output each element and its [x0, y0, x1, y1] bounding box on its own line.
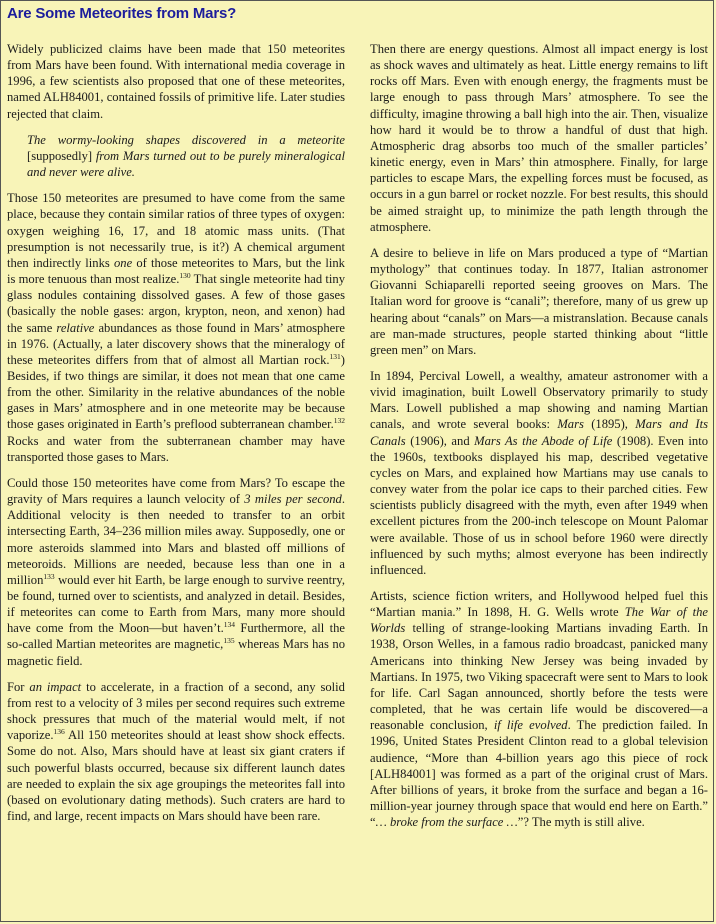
- paragraph: [370, 245, 708, 358]
- text: In 1894, Percival Lowell, a wealthy, amateur astronomer with a vivid imagination, built Lowell Observatory primarily to study Mars. Lowell published a map showing and naming Martian canals, and wrote several books:: [370, 368, 708, 432]
- block-quote: [27, 132, 345, 180]
- text: That single meteorite had tiny glass nodules containing dissolved gases. A few of those gases (basically the noble gases: argon, krypton, neon, and xenon) had the same: [7, 272, 345, 335]
- footnote-ref: 135: [223, 636, 235, 646]
- text: … broke from the surface …: [375, 815, 518, 830]
- text: one: [113, 255, 133, 270]
- paragraph: [7, 190, 345, 465]
- text: (1908). Even into the 1960s, textbooks displayed his map, described vegetative cycles on Mars, and explained how Martians may use canals to convey water from the polar ice caps to their parched cities. Few scientists publicly disagreed with the myth, even after 1949 when excellent pictures from the 200-inch telescope on Mount Palomar were available. Those of us in school before 1960 were directly influenced by such myths; almost everyone has been indirectly influenced.: [370, 433, 709, 577]
- text: if life evolved: [493, 718, 568, 733]
- footnote-ref: 133: [43, 571, 55, 581]
- text: ) Besides, if two things are similar, it does not mean that one came from the other. Similarity in the relative abundances of the noble gases in Mars’ atmosphere and in one meteorite may be because those gases originated in Earth’s preflood subterranean chamber.: [7, 352, 345, 432]
- text: Furthermore, all the so-called Martian meteorites are magnetic,: [7, 621, 345, 652]
- text: an impact: [29, 679, 82, 694]
- text: from Mars turned out to be purely mineralogical and never were alive.: [27, 148, 345, 180]
- text: 3 miles per second: [244, 492, 342, 507]
- text: (1895),: [583, 417, 636, 432]
- paragraph: [370, 588, 708, 830]
- text: relative: [56, 320, 95, 335]
- paragraph: [7, 475, 345, 669]
- text: (1906), and: [405, 433, 475, 448]
- book-title: Mars: [557, 417, 584, 432]
- book-title: The War of the Worlds: [370, 605, 708, 636]
- text: Then there are energy questions. Almost all impact energy is lost as shock waves and ultimately as heat. Little energy remains to lift rocks off Mars. Even with enough energy, the fragments must be large enough to pass through Mars’ atmosphere. To see the difficulty, imagine throwing a ball high into the air. Then, visualize how hard it would be to throw a handful of dust that high. Atmospheric drag absorbs too much of the smaller particles’ kinetic energy, even in Mars’ thin atmosphere. Finally, for large particles to escape Mars, the expelling forces must be focused, as occurs in a gun barrel or rocket nozzle. For best results, this should be aimed straight up, to minimize the path length through the atmosphere.: [370, 42, 708, 234]
- text: . Additional velocity is then needed to transfer to an orbit intersecting Earth, 34–236 million miles away. Supposedly, one or more asteroids slammed into Mars and blasted off millions of meteoroids. Millions are needed, because less than one in a million: [7, 492, 345, 587]
- paragraph: [370, 368, 708, 578]
- text: All 150 meteorites should at least show shock effects. Some do not. Also, Mars should have at least six giant craters if such powerful blasts occurred, because six different launch dates are needed to explain the six age groupings the meteorites fall into (based on evolutionary dating methods). Such craters are hard to find, and large, recent impacts on Mars should have been rare.: [7, 728, 345, 824]
- text: to accelerate, in a fraction of a second, any solid from rest to a velocity of 3 miles per second requires such extreme shock pressures that much of the material would melt, if not vaporize.: [7, 679, 345, 743]
- text: abundances as those found in Mars’ atmosphere in 1976. (Actually, a later discovery shows that the mineralogy of these meteorites differs from that of almost all Martian rock.: [7, 320, 345, 367]
- footnote-ref: 132: [333, 416, 345, 426]
- text: Could those 150 meteorites have come from Mars? To escape the gravity of Mars requires a launch velocity of: [7, 475, 345, 507]
- text: A desire to believe in life on Mars produced a type of “Martian mythology” that continues today. In 1877, Italian astronomer Giovanni Schiaparelli reported seeing grooves on Mars. The Italian word for groove is “canali”; therefore, many of us grew up hearing about “canals” on Mars—a mistranslation. Because canals are man-made structures, people started thinking about “little green men” on Mars.: [370, 245, 708, 357]
- paragraph: [7, 679, 345, 824]
- text: of those meteorites to Mars, but the link is more tenuous than most realize.: [7, 255, 345, 287]
- text: Rocks and water from the subterranean chamber may have transported those gases to Mars.: [7, 433, 345, 464]
- paragraph: [370, 41, 708, 235]
- left-column: [7, 41, 345, 834]
- text: [supposedly]: [27, 148, 96, 163]
- text: Those 150 meteorites are presumed to have come from the same place, because they contain similar ratios of three types of oxygen: oxygen weighing 16, 17, and 18 atomic mass units. (That presumption is not necessarily true, is it?) A chemical argument then indirectly links: [7, 191, 345, 270]
- book-title: Mars and Its Canals: [370, 417, 708, 448]
- text: For: [7, 679, 30, 694]
- text: ”? The myth is still alive.: [517, 815, 645, 830]
- book-title: Mars As the Abode of Life: [474, 433, 613, 448]
- right-column: [370, 41, 708, 840]
- text: . The prediction failed. In 1996, United States President Clinton read to a global television audience, “More than 4-billion years ago this piece of rock [ALH84001] was formed as a part of the original crust of Mars. After billions of years, it broke from the surface and began a 16-million-year journey through space that would end here on Earth.” “: [370, 718, 708, 830]
- text: Artists, science fiction writers, and Hollywood helped fuel this “Martian mania.” In 1898, H. G. Wells wrote: [370, 589, 708, 620]
- text: telling of strange-looking Martians invading Earth. In 1938, Orson Welles, in a famous radio broadcast, panicked many Americans into thinking New Jersey was being invaded by Martians. In 1975, two Viking spacecraft were sent to Mars to look for life. Carl Sagan announced, shortly before the tests were completed, that he was certain life would be discovered—a reasonable conclusion,: [370, 621, 708, 733]
- text: whereas Mars has no magnetic field.: [7, 637, 345, 668]
- text: would ever hit Earth, be large enough to survive reentry, be found, turned over to scientists, and analyzed in detail. Besides, if meteorites can come to Earth from Mars, many more should have come from the Moon—but haven’t.: [7, 572, 345, 636]
- footnote-ref: 131: [329, 351, 341, 361]
- paragraph: [7, 41, 345, 122]
- text: Widely publicized claims have been made that 150 meteorites from Mars have been found. With international media coverage in 1996, a few scientists also proposed that one of these meteorites, named ALH84001, contained fossils of primitive life. Later studies rejected that claim.: [7, 42, 345, 121]
- box-title: Are Some Meteorites from Mars?: [7, 5, 237, 22]
- footnote-ref: 130: [179, 271, 191, 281]
- text: The wormy-looking shapes discovered in a meteorite: [27, 132, 345, 147]
- footnote-ref: 136: [53, 727, 65, 737]
- footnote-ref: 134: [223, 620, 236, 630]
